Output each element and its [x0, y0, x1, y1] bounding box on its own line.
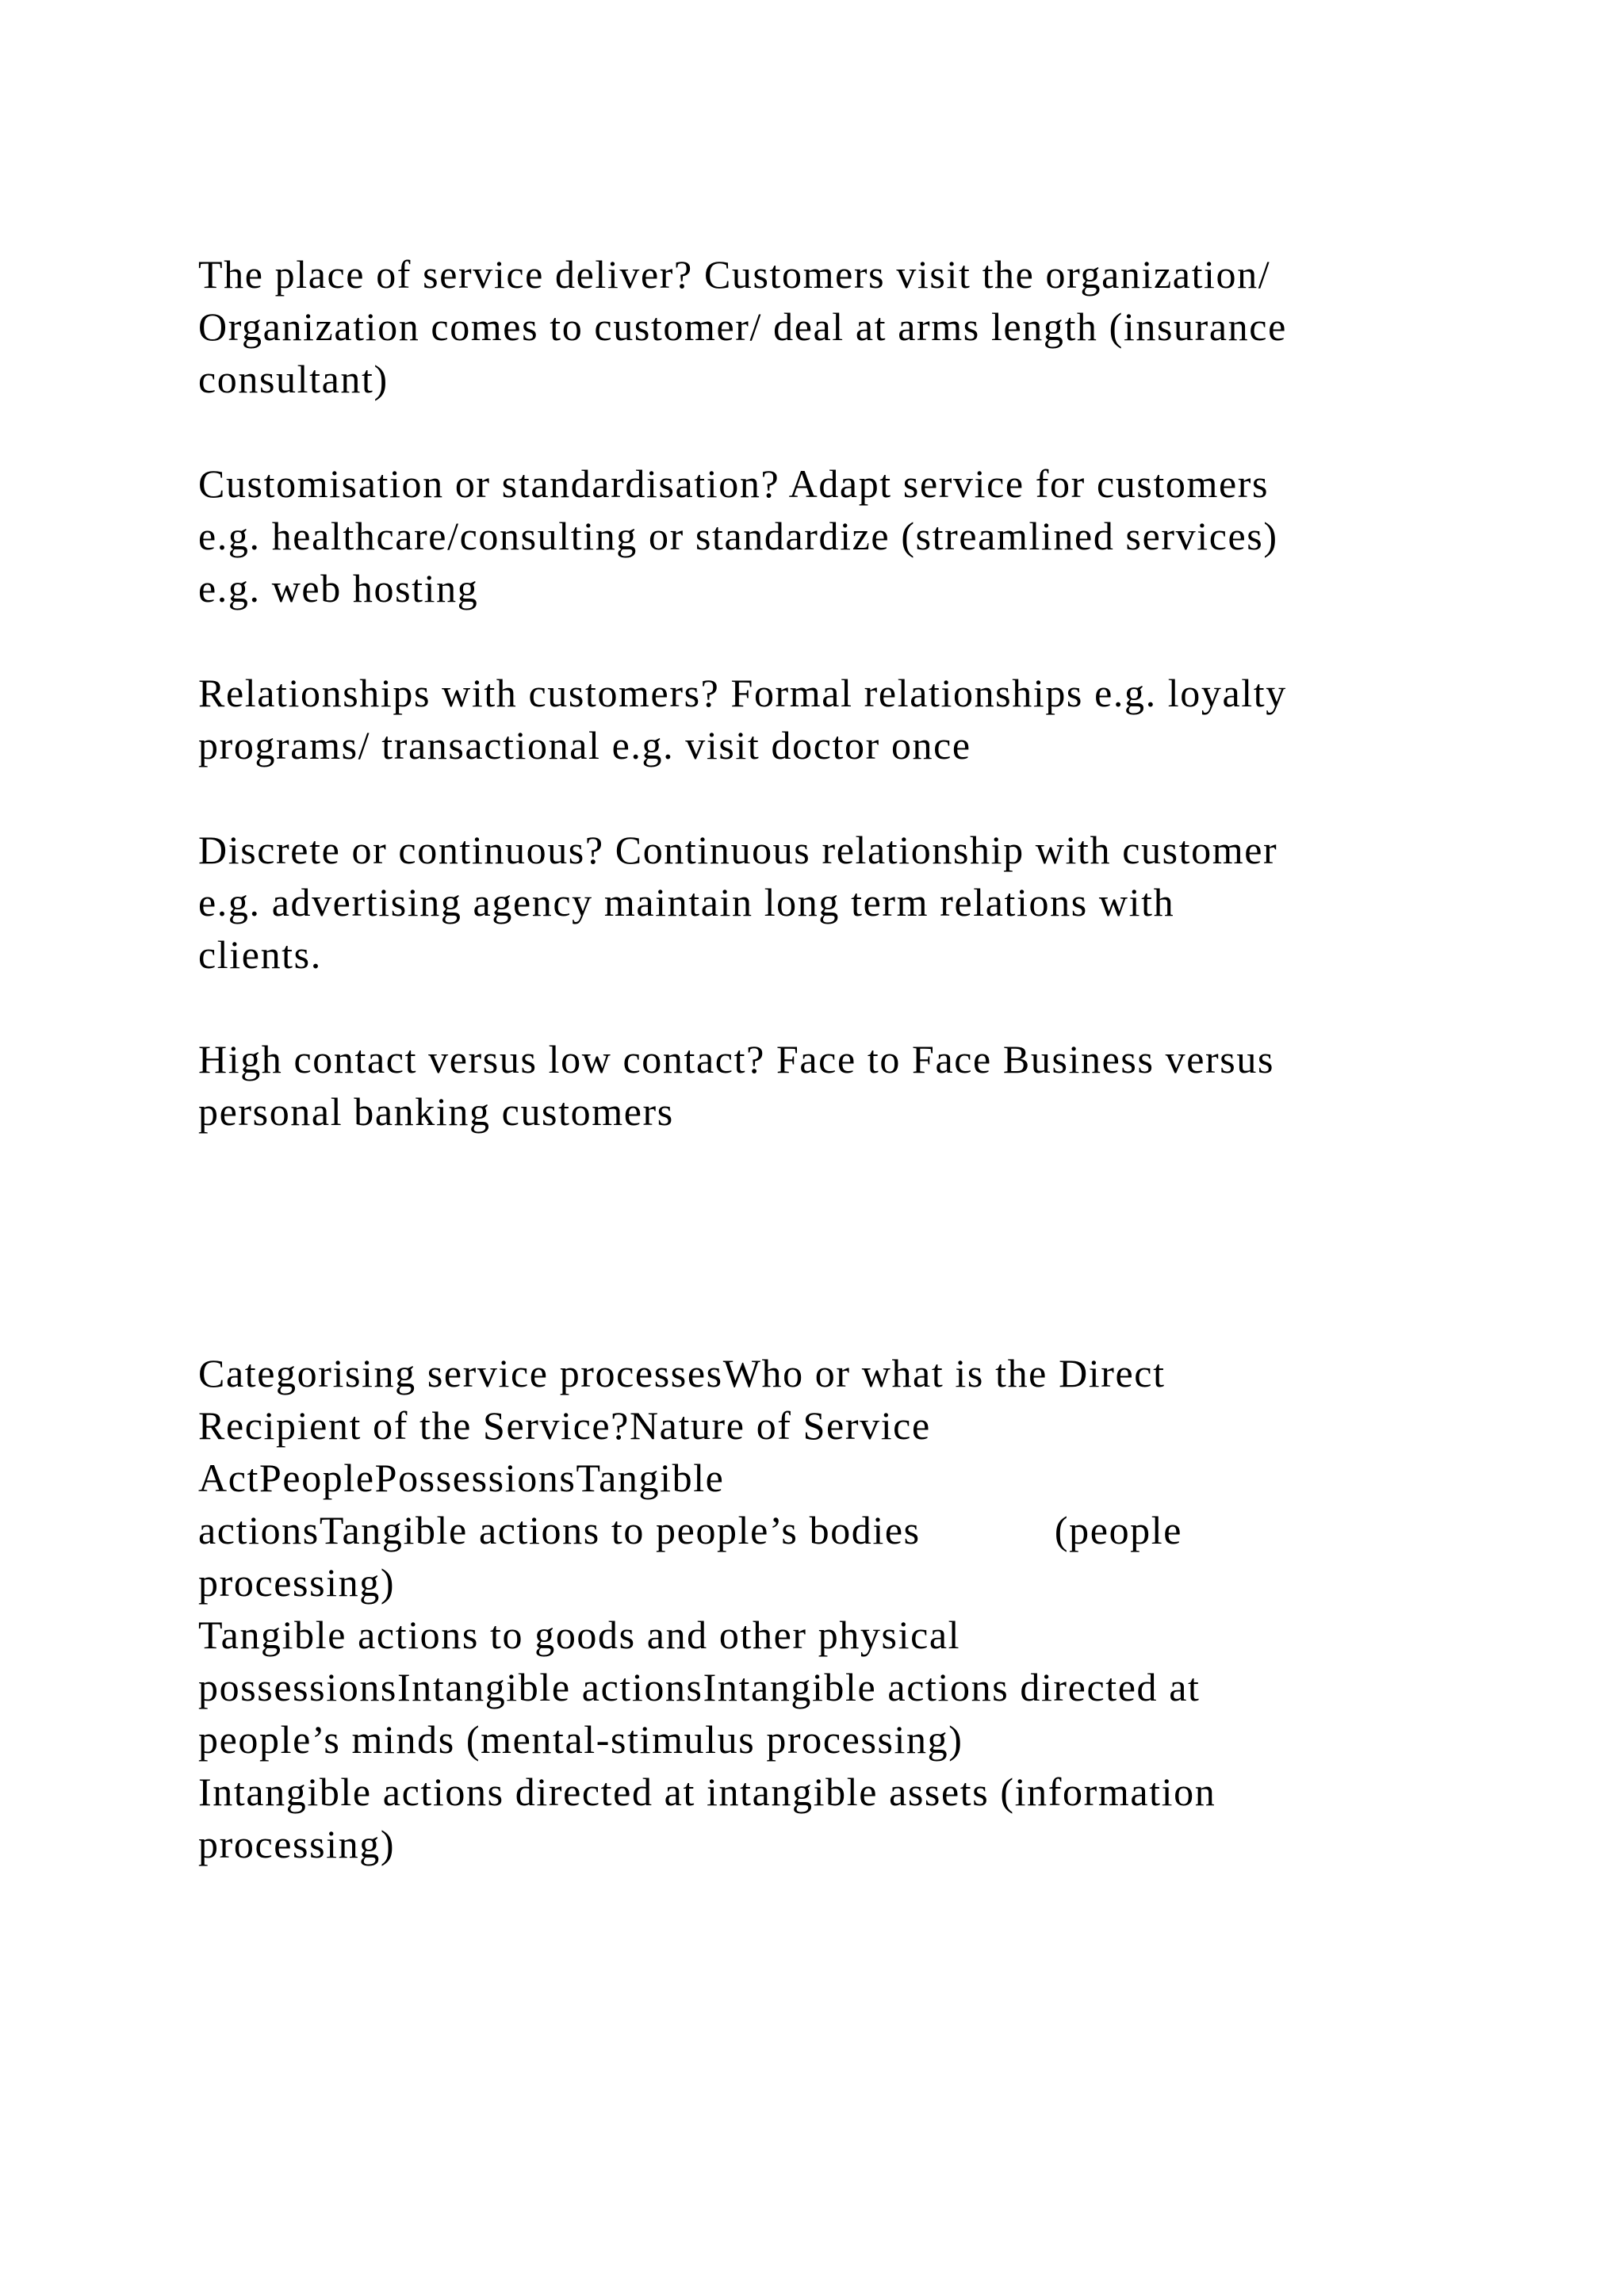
- paragraph-5-line-2: personal banking customers: [198, 1089, 674, 1134]
- paragraph-6-line-7: possessionsIntangible actionsIntangible actions directed at: [198, 1665, 1201, 1709]
- paragraph-6-line-5: processing): [198, 1560, 396, 1605]
- paragraph-4-line-3: clients.: [198, 932, 322, 977]
- paragraph-6-line-2: Recipient of the Service?Nature of Service: [198, 1403, 931, 1448]
- paragraph-3-line-2: programs/ transactional e.g. visit doctor once: [198, 723, 971, 767]
- paragraph-1-line-2: Organization comes to customer/ deal at arms length (insurance: [198, 304, 1287, 349]
- paragraph-2-line-3: e.g. web hosting: [198, 566, 479, 610]
- paragraph-3-line-1: Relationships with customers? Formal relationships e.g. loyalty: [198, 671, 1287, 715]
- paragraph-2-line-2: e.g. healthcare/consulting or standardize (streamlined services): [198, 514, 1278, 558]
- paragraph-4-line-2: e.g. advertising agency maintain long term relations with: [198, 880, 1175, 924]
- paragraph-5-line-1: High contact versus low contact? Face to Face Business versus: [198, 1037, 1274, 1081]
- paragraph-2-line-1: Customisation or standardisation? Adapt service for customers: [198, 461, 1270, 506]
- paragraph-4-line-1: Discrete or continuous? Continuous relationship with customer: [198, 828, 1278, 872]
- paragraph-6-line-6: Tangible actions to goods and other physical: [198, 1613, 961, 1657]
- paragraph-6-line-10: processing): [198, 1822, 396, 1866]
- paragraph-6-line-9: Intangible actions directed at intangible assets (information: [198, 1770, 1216, 1814]
- paragraph-6-line-3: ActPeoplePossessionsTangible: [198, 1456, 725, 1500]
- paragraph-6-line-8: people’s minds (mental-stimulus processing): [198, 1717, 963, 1762]
- paragraph-1-line-3: consultant): [198, 357, 389, 401]
- paragraph-6-line-4: actionsTangible actions to people’s bodies (people: [198, 1508, 1183, 1552]
- paragraph-1-line-1: The place of service deliver? Customers visit the organization/: [198, 252, 1271, 297]
- paragraph-6-line-1: Categorising service processesWho or what is the Direct: [198, 1351, 1166, 1395]
